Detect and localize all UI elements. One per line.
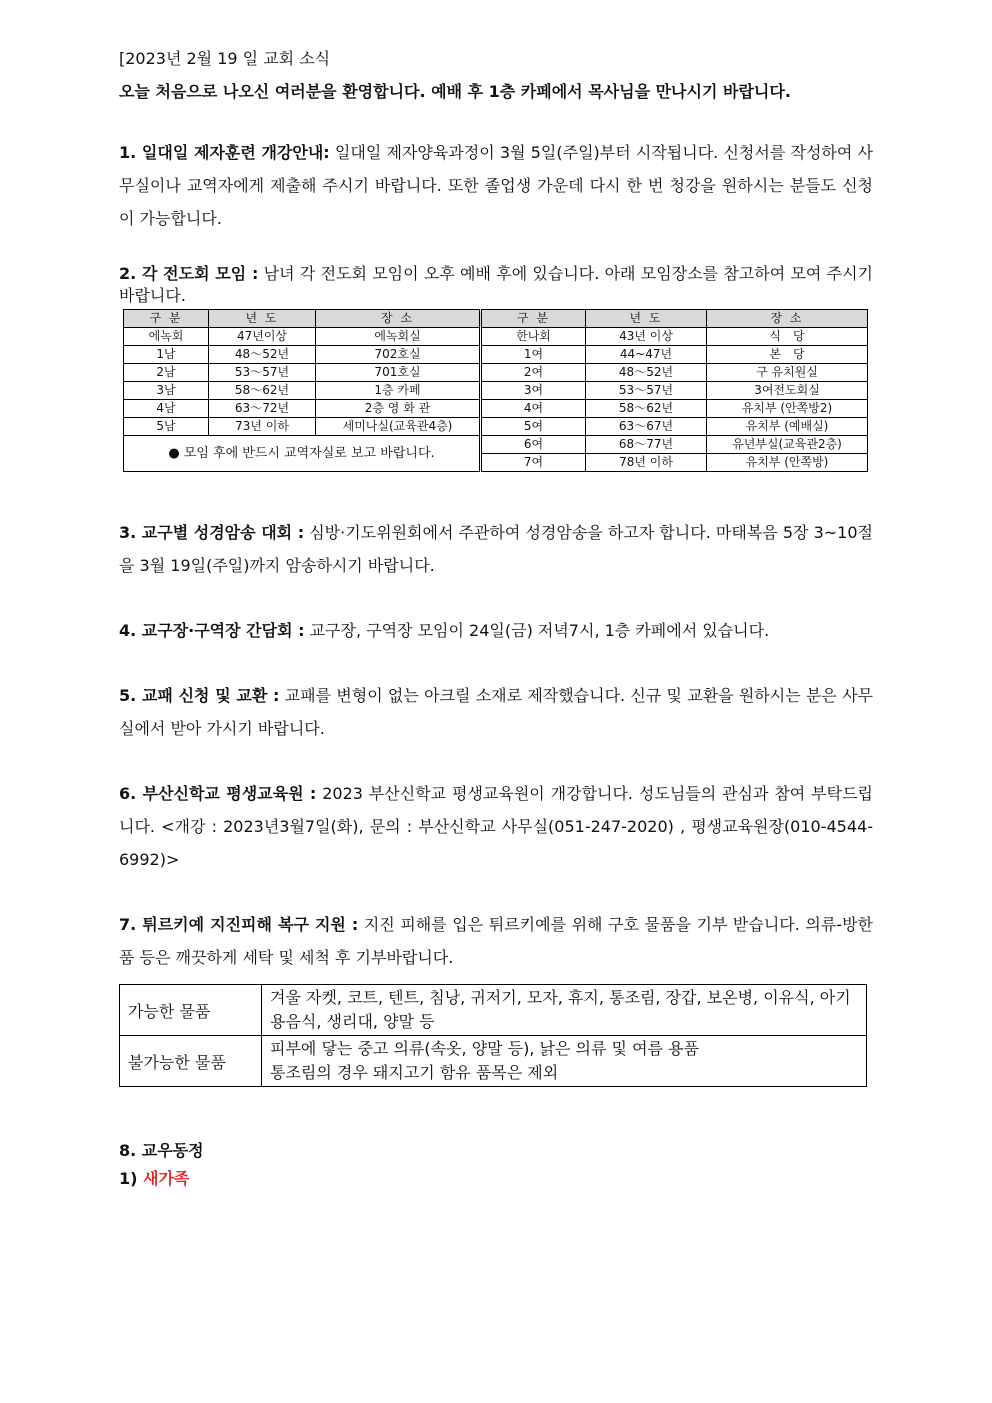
table-row xyxy=(120,1036,867,1087)
cell: 63～67년 xyxy=(586,418,707,436)
donation-value-line: 통조림의 경우 돼지고기 함유 품목은 제외 xyxy=(270,1063,559,1082)
cell: 1여 xyxy=(481,346,586,364)
donation-label: 가능한 물품 xyxy=(120,985,262,1036)
cell: 5남 xyxy=(124,418,209,436)
cell: 4여 xyxy=(481,400,586,418)
notice-heading: 2. 각 전도회 모임 : xyxy=(119,264,259,283)
notice-heading: 4. 교구장·구역장 간담회 : xyxy=(119,621,305,640)
sub-number: 1) xyxy=(119,1169,144,1188)
notice-body: 남녀 각 전도회 모임이 오후 예배 후에 있습니다. 아래 모임장소를 참고하여 모여 주시기 바랍니다. xyxy=(119,264,873,305)
col-header: 년 도 xyxy=(209,310,316,328)
notice-bible-recitation xyxy=(119,516,873,582)
cell: 5여 xyxy=(481,418,586,436)
col-header: 구 분 xyxy=(481,310,586,328)
cell: 73년 이하 xyxy=(209,418,316,436)
notice-body: 교패를 변형이 없는 아크릴 소재로 제작했습니다. 신규 및 교환을 원하시는 분은 사무실에서 받아 가시기 바랍니다. xyxy=(119,686,873,738)
welcome-message: 오늘 처음으로 나오신 여러분을 환영합니다. 예배 후 1층 카페에서 목사님을 만나시기 바랍니다. xyxy=(119,82,791,101)
meeting-place-table xyxy=(123,309,868,472)
cell: 68～77년 xyxy=(586,436,707,454)
cell: 세미나실(교육관4층) xyxy=(316,418,481,436)
cell: 47년이상 xyxy=(209,328,316,346)
cell: 식 당 xyxy=(707,328,868,346)
notice-heading: 3. 교구별 성경암송 대회 : xyxy=(119,523,305,542)
new-family-subheading xyxy=(119,1165,873,1193)
notice-leaders-meeting xyxy=(119,614,873,647)
notice-heading: 6. 부산신학교 평생교육원 : xyxy=(119,784,317,803)
col-header: 년 도 xyxy=(586,310,707,328)
table-row xyxy=(124,328,868,346)
cell: 53～57년 xyxy=(209,364,316,382)
cell: 2층 영 화 관 xyxy=(316,400,481,418)
cell: 78년 이하 xyxy=(586,454,707,472)
col-header: 장 소 xyxy=(316,310,481,328)
cell: 에녹회실 xyxy=(316,328,481,346)
cell: 구 유치원실 xyxy=(707,364,868,382)
cell: 한나회 xyxy=(481,328,586,346)
notice-body: 교구장, 구역장 모임이 24일(금) 저녁7시, 1층 카페에서 있습니다. xyxy=(304,621,770,640)
cell: 2여 xyxy=(481,364,586,382)
cell: 701호실 xyxy=(316,364,481,382)
table-row xyxy=(124,346,868,364)
notice-body: 지진 피해를 입은 튀르키예를 위해 구호 물품을 기부 받습니다. 의류-방한품 등은 깨끗하게 세탁 및 세척 후 기부바랍니다. xyxy=(119,915,873,967)
cell: 58～62년 xyxy=(209,382,316,400)
table-row xyxy=(120,985,867,1036)
table-row xyxy=(124,400,868,418)
bulletin-title: [2023년 2월 19 일 교회 소식 xyxy=(119,49,331,68)
cell: 3여 xyxy=(481,382,586,400)
bulletin-page xyxy=(119,42,873,1193)
donation-value: 겨울 자켓, 코트, 텐트, 침낭, 귀저기, 모자, 휴지, 통조림, 장갑, 보온병, 이유식, 아기용음식, 생리대, 양말 등 xyxy=(262,985,867,1036)
notice-body: 일대일 제자양육과정이 3월 5일(주일)부터 시작됩니다. 신청서를 작성하여 사무실이나 교역자에게 제출해 주시기 바랍니다. 또한 졸업생 가운데 다시 한 번 청강을 원하시는 분들도 신청이 가능합니다. xyxy=(119,143,873,228)
cell: 53～57년 xyxy=(586,382,707,400)
cell: 3여전도회실 xyxy=(707,382,868,400)
donation-value xyxy=(262,1036,867,1087)
notice-member-news: 8. 교우동정 xyxy=(119,1141,204,1160)
cell: 6여 xyxy=(481,436,586,454)
table-row xyxy=(124,364,868,382)
col-header: 장 소 xyxy=(707,310,868,328)
notice-mission-meeting xyxy=(119,263,873,307)
notice-discipleship xyxy=(119,136,873,235)
donation-value-line: 피부에 닿는 중고 의류(속옷, 양말 등), 낡은 의류 및 여름 용품 xyxy=(270,1039,700,1058)
table-row xyxy=(124,418,868,436)
cell: 본 당 xyxy=(707,346,868,364)
notice-turkiye-relief xyxy=(119,908,873,974)
cell: 58～62년 xyxy=(586,400,707,418)
donation-table xyxy=(119,984,867,1087)
cell: 702호실 xyxy=(316,346,481,364)
cell: 유치부 (예배실) xyxy=(707,418,868,436)
cell: 44~47년 xyxy=(586,346,707,364)
table-row xyxy=(124,382,868,400)
cell: 48～52년 xyxy=(209,346,316,364)
cell: 4남 xyxy=(124,400,209,418)
cell: 3남 xyxy=(124,382,209,400)
notice-body: 2023 부산신학교 평생교육원이 개강합니다. 성도님들의 관심과 참여 부탁드립니다. <개강 : 2023년3월7일(화), 문의 : 부산신학교 사무실(051-247-2020) , 평생교육원장(010-4544-6992)> xyxy=(119,784,873,869)
cell: 48～52년 xyxy=(586,364,707,382)
notice-heading: 7. 튀르키예 지진피해 복구 지원 : xyxy=(119,915,359,934)
cell: 63～72년 xyxy=(209,400,316,418)
sub-label: 새가족 xyxy=(143,1169,190,1188)
cell: 43년 이상 xyxy=(586,328,707,346)
cell: 7여 xyxy=(481,454,586,472)
cell: 1층 카페 xyxy=(316,382,481,400)
cell: 유치부 (안쪽방2) xyxy=(707,400,868,418)
notice-church-plate xyxy=(119,679,873,745)
donation-label: 불가능한 물품 xyxy=(120,1036,262,1087)
table-row xyxy=(124,436,868,454)
cell: 2남 xyxy=(124,364,209,382)
notice-lifelong-education xyxy=(119,777,873,876)
notice-body: 심방·기도위원회에서 주관하여 성경암송을 하고자 합니다. 마태복음 5장 3~10절을 3월 19일(주일)까지 암송하시기 바랍니다. xyxy=(119,523,873,575)
notice-heading: 5. 교패 신청 및 교환 : xyxy=(119,686,280,705)
cell: 유치부 (안쪽방) xyxy=(707,454,868,472)
col-header: 구 분 xyxy=(124,310,209,328)
cell: 에녹회 xyxy=(124,328,209,346)
cell: 1남 xyxy=(124,346,209,364)
cell: 유년부실(교육관2층) xyxy=(707,436,868,454)
notice-heading: 1. 일대일 제자훈련 개강안내: xyxy=(119,143,330,162)
report-note: ● 모임 후에 반드시 교역자실로 보고 바랍니다. xyxy=(124,436,481,472)
table-header-row xyxy=(124,310,868,328)
